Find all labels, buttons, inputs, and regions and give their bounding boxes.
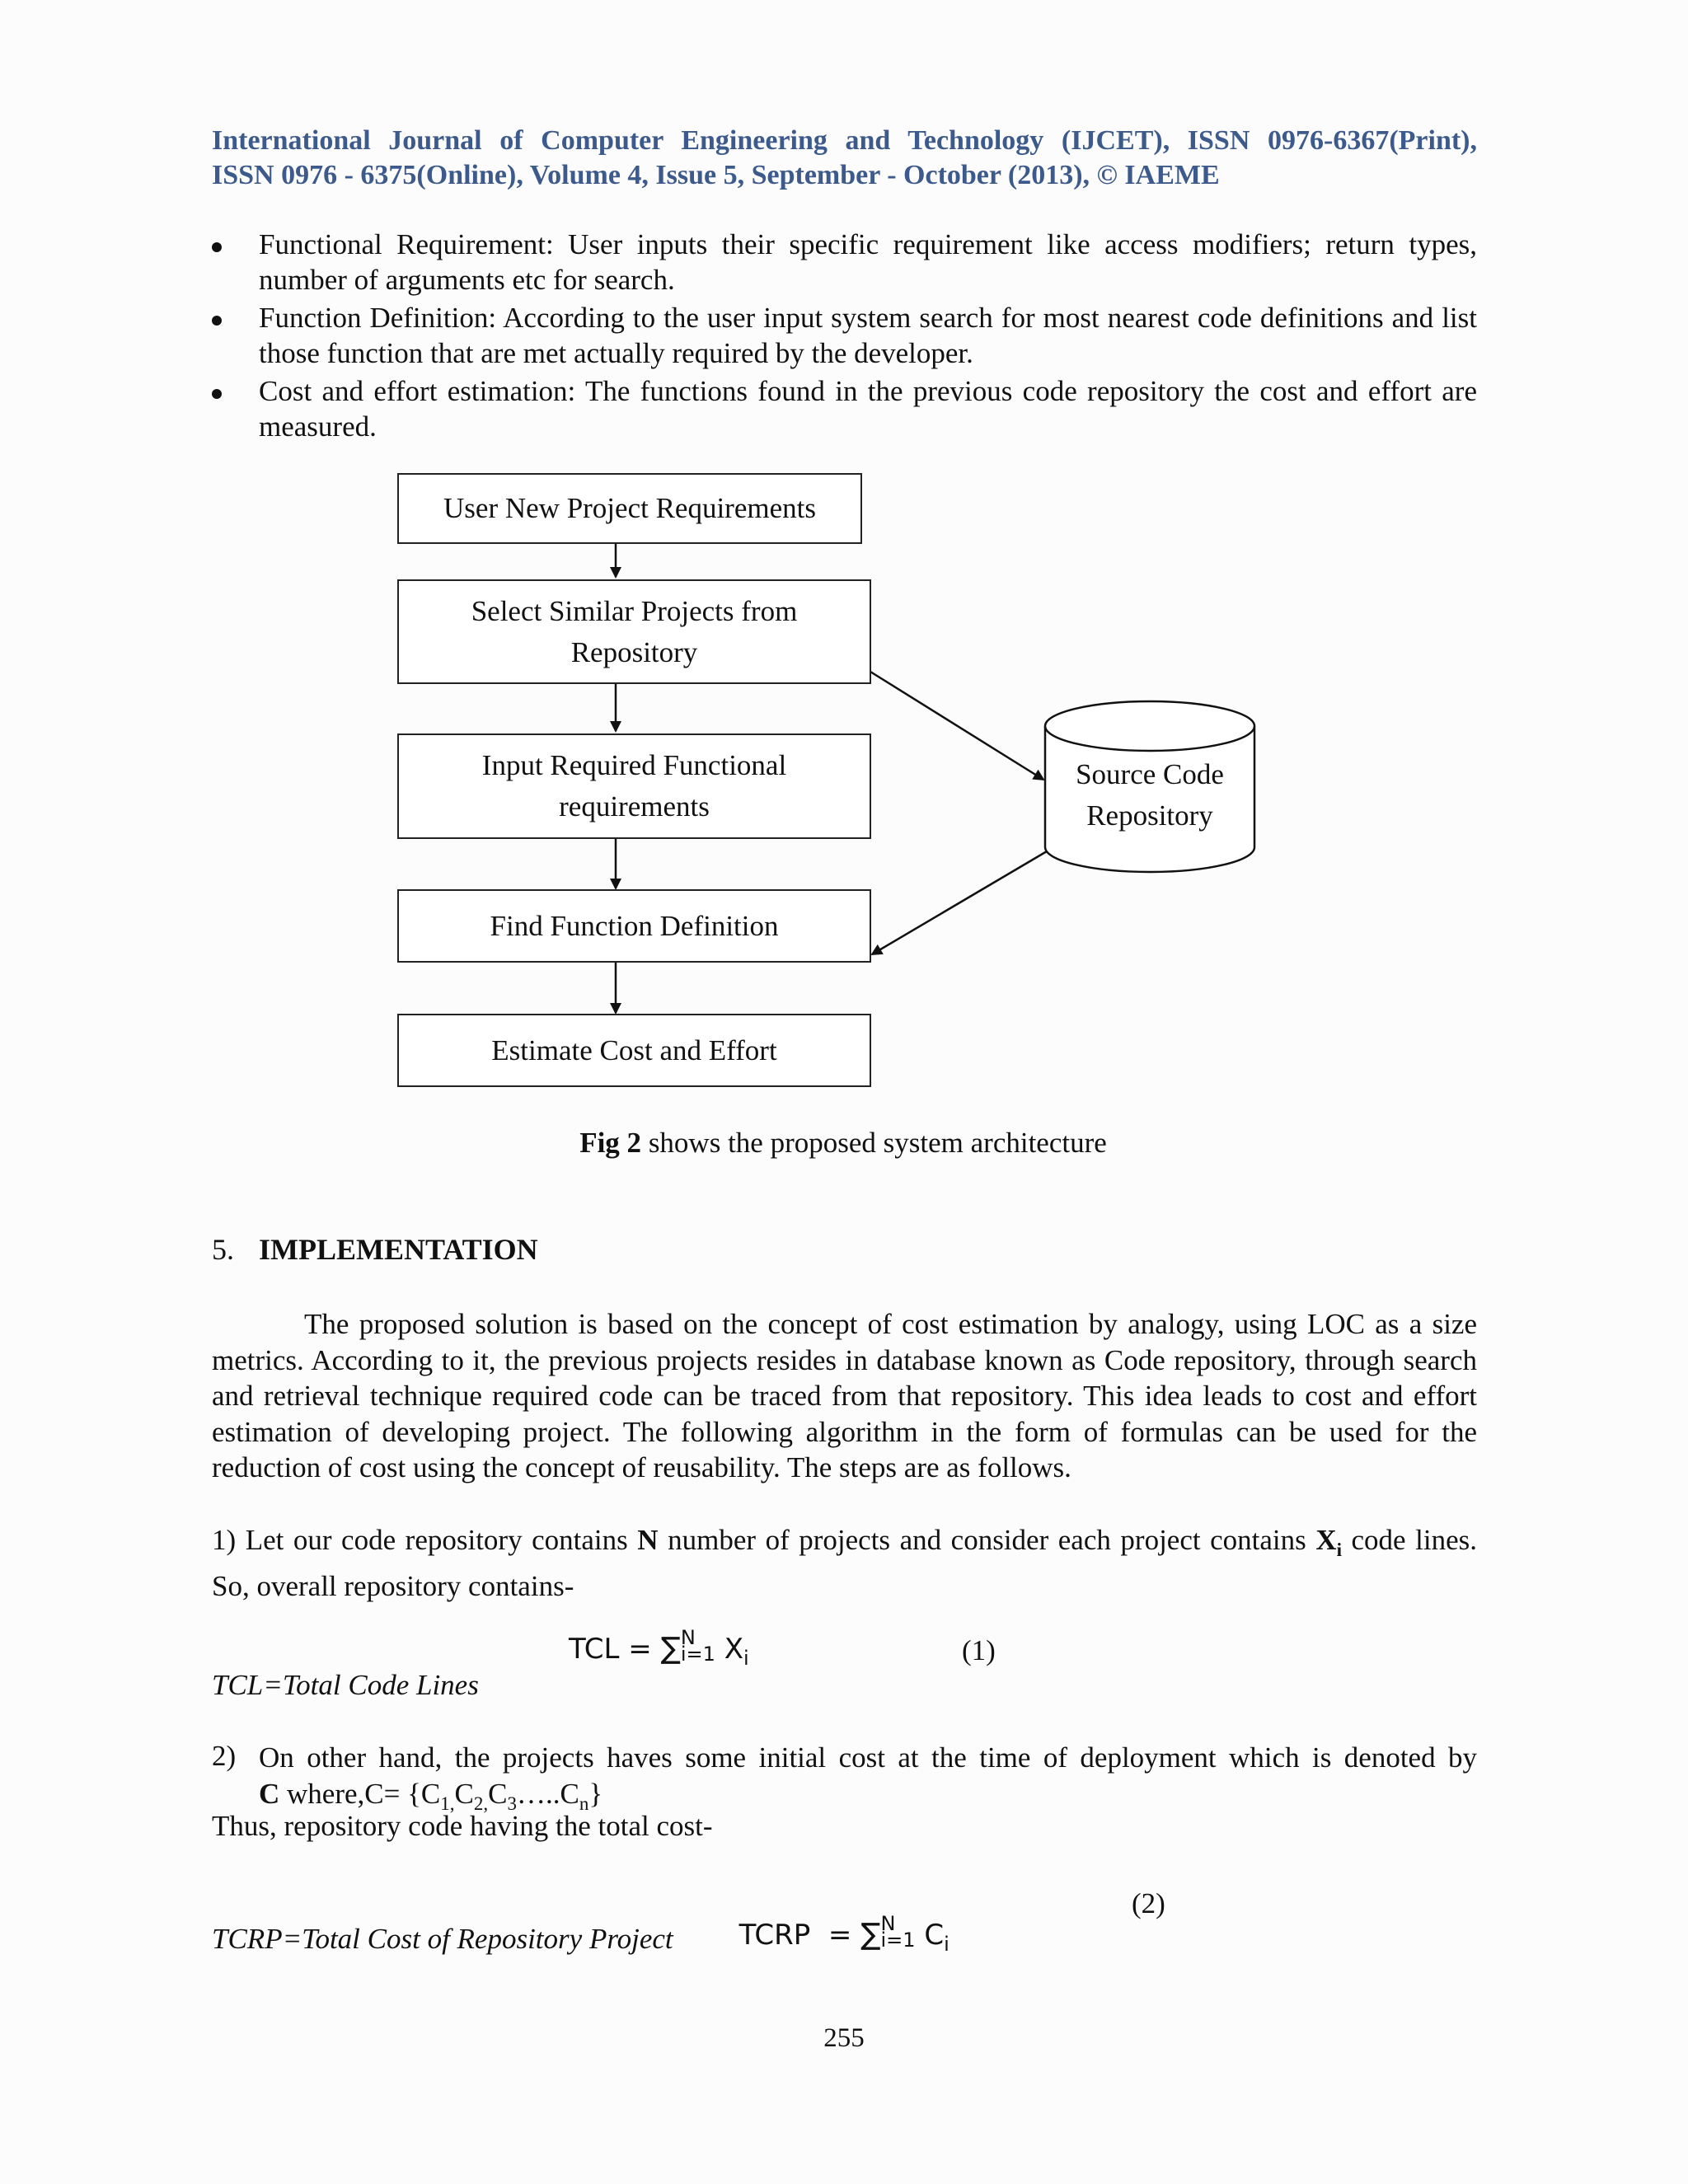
bullet-label: Cost and effort estimation: <box>259 375 576 407</box>
bullet-text: According to the user input system search for most nearest code definitions and list those function that are met actually required by the developer. <box>259 302 1477 369</box>
equation-2-number: (2) <box>1132 1887 1165 1919</box>
flow-box-label: Estimate Cost and Effort <box>491 1033 777 1066</box>
figure-caption <box>412 1127 1274 1160</box>
flow-box-label: Input Required Functional requirements <box>481 749 787 823</box>
step-2-text: On other hand, the projects haves some initial cost at the time of deployment which is denoted by C where,C= $\{C_{1,}C_{2,}C_3\dots..C_n\}$ <box>259 1741 1477 1814</box>
bullet-label: Functional Requirement: <box>259 228 554 260</box>
bullet-text: The functions found in the previous code repository the cost and effort are measured. <box>259 375 1477 443</box>
section-heading <box>212 1232 538 1267</box>
header-line-2: ISSN 0976 - 6375(Online), Volume 4, Issue 5, September - October (2013), © IAEME <box>212 160 1220 190</box>
equation-1: TCL = ∑ N i=1 $X_i$ <box>569 1625 749 1670</box>
equation-1-label: TCL=Total Code Lines <box>212 1669 479 1701</box>
page-number: 255 <box>823 2023 865 2053</box>
flow-box-estimate-cost-effort <box>397 1014 871 1087</box>
header-line-1: International Journal of Computer Engineering and Technology (IJCET), ISSN 0976-6367(Print), <box>212 125 1477 156</box>
flow-box-input-functional-requirements <box>397 733 871 839</box>
repository-label: Source Code Repository <box>1076 758 1224 832</box>
figure-caption-label: Fig 2 <box>579 1127 642 1159</box>
flow-box-label: Find Function Definition <box>490 909 779 942</box>
flow-box-user-requirements <box>397 473 862 544</box>
section-number: 5. <box>212 1233 234 1266</box>
flow-box-label: Select Similar Projects from Repository <box>471 594 798 668</box>
equation-2-label: TCRP=Total Cost of Repository Project <box>212 1923 673 1955</box>
bullet-label: Function Definition: <box>259 302 497 334</box>
flow-box-find-function-definition <box>397 889 871 963</box>
step-1-text: 1) Let our code repository contains N number of projects and consider each project contains $X_i$ code lines. So, overall repository contains- <box>212 1524 1477 1602</box>
bullet-text: User inputs their specific requirement like access modifiers; return types, number of arguments etc for search. <box>259 228 1477 296</box>
equation-2: TCRP = ∑ N i=1 $C_i$ <box>738 1911 950 1956</box>
flow-box-select-similar-projects <box>397 579 871 684</box>
section-title: IMPLEMENTATION <box>259 1233 538 1266</box>
repository-cylinder-top <box>1045 701 1254 751</box>
equation-1-number: (1) <box>962 1634 996 1666</box>
thus-text: Thus, repository code having the total cost- <box>212 1810 713 1842</box>
figure-caption-text: shows the proposed system architecture <box>641 1127 1107 1159</box>
implementation-paragraph: The proposed solution is based on the concept of cost estimation by analogy, using LOC as a size metrics. According to it, the previous projects resides in database known as Code repository, through search and retrieval technique required code can be traced from that repository. This idea leads to cost and effort estimation of developing project. The following algorithm in the form of formulas can be used for the reduction of cost using the concept of reusability. The steps are as follows. <box>212 1308 1477 1483</box>
arrow-repository-to-box4 <box>872 851 1047 954</box>
arrow-box2-to-repository <box>870 672 1043 780</box>
flow-box-label: User New Project Requirements <box>443 492 816 524</box>
step-2-number: 2) <box>212 1740 237 1772</box>
